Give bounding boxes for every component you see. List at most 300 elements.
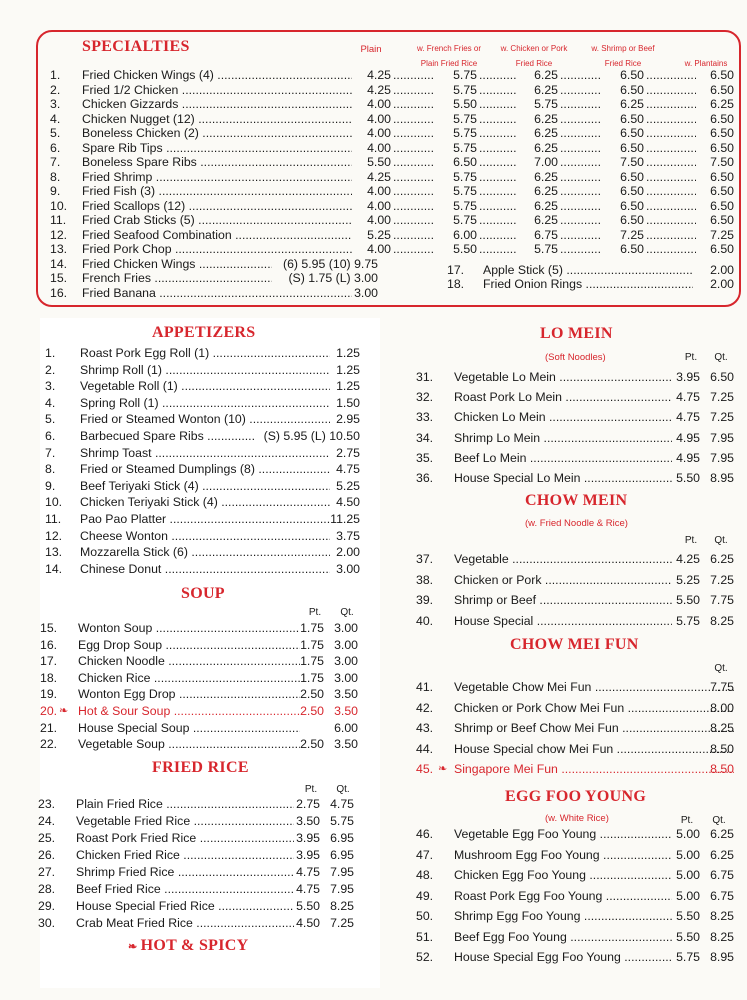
item-price-pt: 4.75	[296, 882, 320, 896]
item-number: 18.	[40, 670, 58, 685]
item-number: 34.	[416, 430, 434, 445]
item-price: 6.50	[710, 169, 734, 184]
item-price: 2.95	[336, 412, 360, 427]
fried-rice-pt-header: Pt.	[304, 784, 318, 795]
item-price-pt: 4.95	[676, 430, 700, 445]
item-name: Vegetable Fried Rice .....	[76, 814, 294, 829]
item-price-pt: 5.75	[676, 950, 700, 964]
item-price: 5.75	[453, 184, 477, 198]
item-number: 4.	[50, 111, 61, 126]
item-name: Chicken Egg Foo Young .....	[454, 868, 672, 883]
item-number: 48.	[416, 868, 434, 882]
item-price-qt: 8.25	[330, 899, 354, 913]
item-price: 5.50	[453, 97, 477, 111]
dot-leader	[393, 83, 433, 98]
item-number: 8.	[50, 169, 61, 184]
item-name: Fried Crab Sticks (5) .....	[82, 213, 352, 228]
item-number: 28.	[38, 882, 56, 896]
specialty-row	[0, 155, 734, 170]
item-name: Beef Egg Foo Young .....	[454, 930, 672, 945]
item-price: 5.75	[453, 82, 477, 97]
item-number: 52.	[416, 950, 434, 964]
dot-leader	[479, 228, 516, 243]
dot-leader	[560, 97, 602, 112]
item-name: Fried Fish (3) .....	[82, 184, 352, 199]
item-number: 26.	[38, 848, 56, 862]
appetizer-row	[0, 346, 360, 361]
item-price: 5.25	[367, 227, 391, 242]
item-name: Beef Fried Rice .....	[76, 882, 294, 897]
fried-rice-row	[0, 797, 354, 812]
specialty-row	[0, 169, 734, 185]
item-price: 6.50	[620, 140, 644, 155]
item-number: 11.	[45, 512, 62, 526]
item-name: Egg Drop Soup .....	[78, 638, 300, 653]
item-price: 6.50	[710, 140, 734, 155]
lo-mein-sub: (Soft Noodles)	[545, 352, 606, 363]
item-name: Beef Lo Mein .....	[454, 451, 672, 466]
dot-leader	[393, 68, 433, 83]
item-name: House Special Soup .....	[78, 721, 300, 736]
dot-leader	[479, 199, 516, 214]
item-number: 37.	[416, 552, 434, 566]
item-price: 5.50	[453, 242, 477, 256]
item-number: 6.	[45, 429, 56, 443]
item-number: 20.	[40, 704, 58, 718]
item-price: 4.00	[367, 198, 391, 213]
item-name: Chicken Gizzards .....	[82, 97, 352, 112]
item-number: 18.	[447, 277, 465, 291]
item-name: Fried Scallops (12) .....	[82, 199, 352, 214]
item-price: 6.50	[620, 126, 644, 140]
dot-leader	[646, 213, 696, 228]
item-number: 13.	[45, 545, 63, 560]
item-price: 6.25	[534, 198, 558, 213]
item-price: 6.25	[534, 184, 558, 198]
dot-leader	[479, 184, 516, 199]
item-number: 38.	[416, 572, 434, 587]
item-name: Fried Banana .....	[82, 286, 352, 301]
item-price-qt: 7.25	[710, 572, 734, 587]
egg-foo-young-sub: (w. White Rice)	[545, 813, 609, 824]
item-price: 5.25	[336, 478, 360, 493]
dot-leader	[646, 141, 696, 156]
specialty-row	[0, 82, 734, 98]
item-number: 40.	[416, 613, 434, 628]
dot-leader	[560, 170, 602, 185]
item-price-qt: 7.95	[330, 882, 354, 896]
item-price-pt: 3.95	[676, 370, 700, 384]
pepper-icon: ❧	[59, 705, 69, 717]
item-price: 6.50	[620, 68, 644, 82]
item-price-qt: 6.25	[710, 847, 734, 862]
item-price: 4.25	[367, 82, 391, 97]
item-number: 42.	[416, 700, 434, 715]
item-price: 1.25	[336, 346, 360, 360]
item-price-qt: 6.50	[710, 370, 734, 384]
item-price: 6.50	[710, 242, 734, 256]
item-number: 30.	[38, 916, 56, 930]
item-price: 6.50	[620, 169, 644, 184]
chow-mein-row	[0, 572, 734, 588]
item-price-pt: 5.00	[676, 888, 700, 903]
item-price: 3.00	[336, 561, 360, 576]
specialty-row	[0, 198, 734, 214]
dot-leader	[560, 228, 602, 243]
appetizer-row	[0, 512, 360, 527]
item-number: 8.	[45, 462, 56, 477]
item-name: Roast Pork Fried Rice .....	[76, 831, 294, 846]
specialty-row	[0, 227, 734, 243]
dot-leader	[646, 126, 696, 141]
item-price-qt: 6.75	[710, 868, 734, 882]
item-name: Boneless Chicken (2) .....	[82, 126, 352, 141]
item-price-pt: 3.95	[296, 831, 320, 845]
item-name: Wonton Soup .....	[78, 621, 300, 636]
appetizer-row	[0, 495, 360, 510]
item-price-qt: 7.95	[710, 430, 734, 445]
item-number: 7.	[45, 445, 56, 460]
item-name: Fried 1/2 Chicken .....	[82, 83, 352, 98]
item-name: House Special Lo Mein .....	[454, 471, 672, 486]
item-name: Roast Pork Lo Mein .....	[454, 390, 672, 405]
item-price: 7.50	[620, 155, 644, 169]
dot-leader	[479, 112, 516, 127]
chow-mei-fun-qt-header: Qt.	[714, 663, 728, 674]
item-number: 9.	[50, 184, 61, 198]
item-price-qt: 3.50	[334, 737, 358, 752]
item-price-pt: 5.50	[676, 471, 700, 485]
item-price: 6.50	[620, 213, 644, 227]
item-price: 3.00	[354, 286, 378, 300]
item-number: 16.	[40, 637, 58, 652]
item-price: 6.50	[620, 111, 644, 126]
dot-leader	[479, 97, 516, 112]
item-name: Fried Pork Chop .....	[82, 242, 352, 257]
dot-leader	[393, 126, 433, 141]
item-price-qt: 8.50	[710, 762, 734, 776]
dot-leader	[646, 68, 696, 83]
specialty-row	[0, 184, 734, 199]
item-price-pt: 2.50	[300, 737, 324, 752]
item-price: 6.50	[620, 82, 644, 97]
item-price-pt: 5.50	[296, 899, 320, 913]
lo-mein-qt-header: Qt.	[714, 352, 728, 363]
dot-leader	[393, 228, 433, 243]
item-price-pt: 4.75	[676, 410, 700, 425]
item-name: House Special chow Mei Fun .....	[454, 742, 734, 757]
item-price-qt: 8.95	[710, 471, 734, 485]
item-price: 6.50	[710, 111, 734, 126]
soup-title: SOUP	[181, 585, 225, 602]
dot-leader	[560, 112, 602, 127]
item-name: Fried Chicken Wings (4) .....	[82, 68, 352, 83]
item-name: Chicken Nugget (12) .....	[82, 112, 352, 127]
item-price-qt: 7.25	[330, 916, 354, 930]
item-name: Chicken Noodle .....	[78, 654, 300, 669]
fried-rice-qt-header: Qt.	[336, 784, 350, 795]
item-price: 6.25	[534, 213, 558, 227]
item-price: 5.75	[453, 126, 477, 140]
item-name: Wonton Egg Drop .....	[78, 687, 300, 702]
item-name: Chinese Donut .....	[80, 562, 330, 577]
hot-spicy-title: ❧ HOT & SPICY	[128, 937, 249, 954]
item-name: Chicken Lo Mein .....	[454, 410, 672, 425]
item-price-pt: 4.95	[676, 450, 700, 465]
item-price-qt: 3.50	[334, 704, 358, 718]
item-name: Fried or Steamed Dumplings (8) .....	[80, 462, 330, 477]
dot-leader	[393, 97, 433, 112]
item-price-qt: 8.50	[710, 741, 734, 756]
item-price: 6.50	[620, 242, 644, 256]
dot-leader	[479, 155, 516, 170]
item-price: 6.50	[710, 213, 734, 227]
dot-leader	[560, 126, 602, 141]
item-number: 12.	[50, 227, 68, 242]
item-name: Vegetable Soup .....	[78, 737, 300, 752]
item-number: 17.	[40, 654, 58, 669]
item-price-pt: 4.50	[296, 916, 320, 930]
item-number: 2.	[45, 362, 56, 377]
item-price: 6.50	[710, 198, 734, 213]
item-price-pt: 2.75	[296, 797, 320, 811]
item-price: 7.50	[710, 155, 734, 169]
item-price-pt: 3.50	[296, 814, 320, 828]
item-price-pt: 5.00	[676, 827, 700, 841]
item-price: 6.75	[534, 227, 558, 242]
item-name: Fried Seafood Combination .....	[82, 228, 352, 243]
item-name: Mushroom Egg Foo Young .....	[454, 848, 672, 863]
item-price-qt: 7.95	[330, 865, 354, 879]
item-price-pt: 4.75	[296, 865, 320, 879]
item-price: 6.50	[710, 126, 734, 140]
item-price: (S) 1.75 (L) 3.00	[288, 271, 378, 285]
item-price-pt: 5.75	[676, 613, 700, 628]
item-price-qt: 3.00	[334, 670, 358, 685]
pepper-icon: ❧	[438, 763, 448, 775]
chow-mein-title: CHOW MEIN	[525, 492, 628, 509]
item-price: 6.50	[620, 184, 644, 198]
item-number: 36.	[416, 471, 434, 485]
item-name: Plain Fried Rice .....	[76, 797, 294, 812]
item-price-qt: 6.25	[710, 552, 734, 566]
item-number: 10.	[50, 198, 68, 213]
dot-leader	[646, 112, 696, 127]
item-number: 7.	[50, 155, 61, 169]
col-plain: Plain	[360, 44, 382, 55]
item-number: 46.	[416, 827, 434, 841]
item-number: 14.	[45, 561, 63, 576]
item-number: 1.	[45, 346, 56, 360]
item-price: 4.00	[367, 184, 391, 198]
col-french-fries-2: Plain Fried Rice	[420, 59, 478, 68]
item-number: 9.	[45, 478, 56, 493]
item-number: 29.	[38, 899, 56, 913]
item-price-qt: 3.00	[334, 637, 358, 652]
dot-leader	[646, 228, 696, 243]
item-number: 3.	[50, 97, 61, 111]
item-number: 33.	[416, 410, 434, 425]
dot-leader	[393, 184, 433, 199]
item-price: 5.75	[534, 97, 558, 111]
item-name: Cheese Wonton .....	[80, 529, 330, 544]
item-price-pt: 3.95	[296, 848, 320, 862]
lo-mein-pt-header: Pt.	[684, 352, 698, 363]
item-number: 39.	[416, 593, 434, 607]
egg-foo-young-qt-header: Qt.	[712, 815, 726, 826]
item-number: 25.	[38, 831, 56, 845]
item-name: Pao Pao Platter .....	[80, 512, 330, 527]
item-number: 11.	[50, 213, 67, 227]
item-price-qt: 7.95	[710, 450, 734, 465]
item-price: 5.75	[453, 140, 477, 155]
dot-leader	[393, 155, 433, 170]
item-number: 2.	[50, 82, 61, 97]
item-name: House Special Fried Rice .....	[76, 899, 294, 914]
item-name: Fried or Steamed Wonton (10) .....	[80, 412, 330, 427]
item-price-qt: 7.25	[710, 390, 734, 405]
item-price: 2.00	[710, 263, 734, 277]
item-number: 4.	[45, 395, 56, 410]
dot-leader	[479, 213, 516, 228]
item-name: House Special Egg Foo Young .....	[454, 950, 672, 965]
item-number: 17.	[447, 263, 465, 277]
item-price: 3.75	[336, 528, 360, 543]
dot-leader	[393, 170, 433, 185]
item-price-pt: 2.50	[300, 687, 324, 702]
item-price-qt: 7.75	[710, 680, 734, 694]
specialties-title: SPECIALTIES	[82, 38, 190, 55]
item-name: Roast Pork Egg Foo Young .....	[454, 889, 672, 904]
item-price-pt: 1.75	[300, 670, 324, 685]
item-price-qt: 6.75	[710, 888, 734, 903]
item-price: 6.25	[534, 82, 558, 97]
item-price-pt: 5.00	[676, 847, 700, 862]
lo-mein-row	[0, 370, 734, 385]
item-price: 6.50	[710, 68, 734, 82]
chow-mei-fun-title: CHOW MEI FUN	[510, 636, 639, 653]
item-price: 5.75	[453, 213, 477, 227]
item-price-pt: 4.75	[676, 390, 700, 405]
item-price-qt: 6.95	[330, 848, 354, 862]
soup-pt-header: Pt.	[308, 607, 322, 618]
item-name: Crab Meat Fried Rice .....	[76, 916, 294, 931]
pepper-icon: ❧	[128, 941, 141, 953]
dot-leader	[646, 155, 696, 170]
dot-leader	[393, 213, 433, 228]
col-shrimp-beef: w. Shrimp or Beef	[591, 44, 655, 53]
appetizers-title: APPETIZERS	[152, 324, 256, 341]
item-price-qt: 6.25	[710, 827, 734, 841]
col-chicken-pork: w. Chicken or Pork	[500, 44, 568, 53]
item-price: 1.25	[336, 362, 360, 377]
item-name: Vegetable .....	[454, 552, 672, 567]
item-number: 5.	[50, 126, 61, 140]
item-name: Vegetable Chow Mei Fun .....	[454, 680, 734, 695]
item-price: 4.00	[367, 213, 391, 227]
item-name: Fried Shrimp .....	[82, 170, 352, 185]
dot-leader	[646, 170, 696, 185]
item-price: 4.25	[367, 68, 391, 82]
item-name: Chicken Fried Rice .....	[76, 848, 294, 863]
item-number: 13.	[50, 242, 68, 256]
item-number: 27.	[38, 865, 56, 879]
item-number: 19.	[40, 687, 58, 702]
specialty-row	[0, 111, 734, 127]
item-name: Boneless Spare Ribs .....	[82, 155, 352, 170]
item-number: 31.	[416, 370, 434, 384]
item-number: 49.	[416, 888, 434, 903]
item-number: 23.	[38, 797, 56, 811]
egg-foo-young-pt-header: Pt.	[680, 815, 694, 826]
item-number: 12.	[45, 528, 63, 543]
dot-leader	[393, 112, 433, 127]
item-number: 15.	[40, 621, 58, 635]
item-price: 5.75	[534, 242, 558, 256]
item-number: 3.	[45, 379, 56, 394]
soup-qt-header: Qt.	[340, 607, 354, 618]
item-price-qt: 8.25	[710, 929, 734, 944]
chow-mein-qt-header: Qt.	[714, 535, 728, 546]
specialty-row	[0, 68, 734, 83]
item-number: 45.	[416, 762, 434, 776]
egg-foo-young-row	[0, 950, 734, 965]
item-name: Fried Onion Rings .....	[483, 277, 693, 292]
dot-leader	[646, 83, 696, 98]
item-number: 24.	[38, 814, 56, 828]
item-name: Vegetable Egg Foo Young .....	[454, 827, 672, 842]
item-price: 6.25	[710, 97, 734, 111]
item-price-pt: 2.50	[300, 704, 324, 718]
item-price: 4.00	[367, 97, 391, 111]
dot-leader	[393, 141, 433, 156]
dot-leader	[479, 126, 516, 141]
item-name: Vegetable Lo Mein .....	[454, 370, 672, 385]
col-chicken-pork-2: Fried Rice	[515, 59, 553, 68]
item-number: 47.	[416, 847, 434, 862]
item-number: 51.	[416, 929, 434, 944]
item-price: 6.00	[453, 227, 477, 242]
item-price: 4.00	[367, 126, 391, 140]
item-price: 5.75	[453, 169, 477, 184]
item-name: Spring Roll (1) .....	[80, 396, 330, 411]
item-number: 21.	[40, 720, 58, 735]
item-price-qt: 3.00	[334, 621, 358, 635]
dot-leader	[393, 242, 433, 257]
specialty-row	[0, 213, 734, 228]
dot-leader	[479, 242, 516, 257]
item-price: 11.25	[330, 512, 360, 526]
item-name: Singapore Mei Fun .....	[454, 762, 734, 777]
item-number: 22.	[40, 737, 58, 752]
col-shrimp-beef-2: Fried Rice	[604, 59, 642, 68]
soup-row	[0, 654, 358, 669]
item-number: 1.	[50, 68, 61, 82]
dot-leader	[560, 155, 602, 170]
egg-foo-young-row	[0, 929, 734, 945]
item-name: Spare Rib Tips .....	[82, 141, 352, 156]
chow-mein-sub: (w. Fried Noodle & Rice)	[525, 518, 628, 529]
item-name: Shrimp or Beef Chow Mei Fun .....	[454, 721, 734, 736]
item-number: 43.	[416, 721, 434, 735]
item-price: 4.75	[336, 462, 360, 477]
item-price: 2.00	[710, 277, 734, 291]
item-price-pt: 5.50	[676, 593, 700, 607]
item-price: 4.00	[367, 140, 391, 155]
item-name: Chicken Rice .....	[78, 671, 300, 686]
dot-leader	[560, 213, 602, 228]
item-name: Beef Teriyaki Stick (4) .....	[80, 479, 330, 494]
